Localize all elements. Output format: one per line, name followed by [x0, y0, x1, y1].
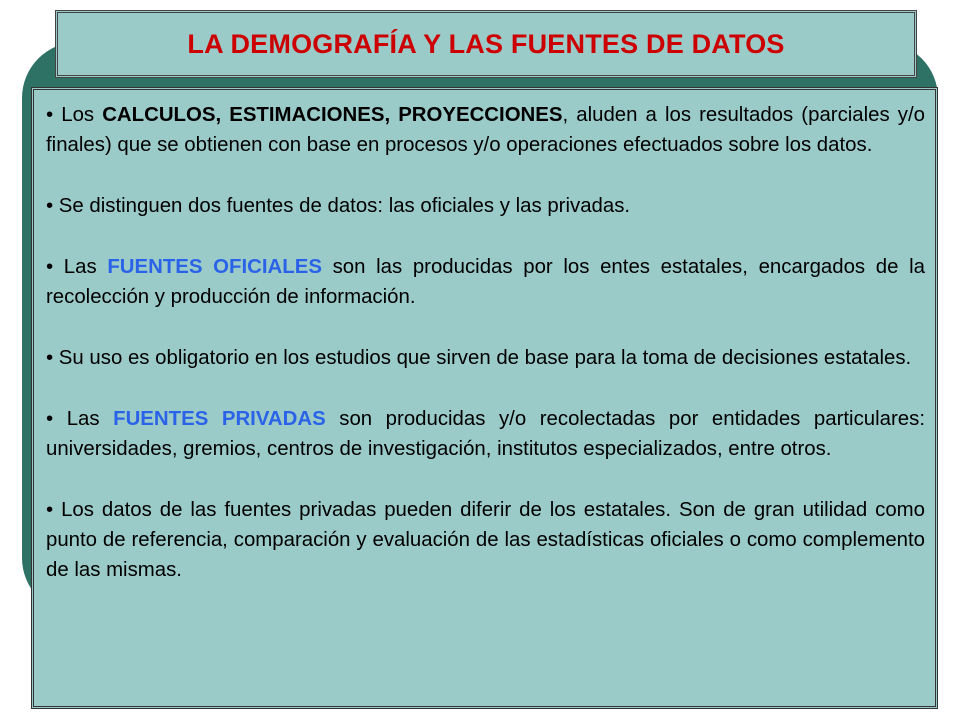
bullet-item-calculos: • Los CALCULOS, ESTIMACIONES, PROYECCIONES, aluden a los resultados (parciales y/o finales) que se obtienen con base en procesos y/o operaciones efectuados sobre los datos.: [46, 104, 925, 156]
bold-term: CALCULOS, ESTIMACIONES, PROYECCIONES: [102, 104, 563, 126]
highlight-term: FUENTES OFICIALES: [107, 256, 322, 278]
bullet-item-dos-fuentes: • Se distinguen dos fuentes de datos: las oficiales y las privadas.: [46, 195, 631, 217]
highlight-term: FUENTES PRIVADAS: [113, 408, 326, 430]
bullet-icon: •: [46, 256, 54, 278]
bullet-item-uso-obligatorio: • Su uso es obligatorio en los estudios que sirven de base para la toma de decisiones estatales.: [46, 347, 912, 369]
bullet-item-fuentes-oficiales: • Las FUENTES OFICIALES son las producidas por los entes estatales, encargados de la recolección y producción de información.: [46, 256, 925, 308]
bullet-icon: •: [46, 499, 54, 521]
bullet-item-fuentes-privadas: • Las FUENTES PRIVADAS son producidas y/o recolectadas por entidades particulares: universidades, gremios, centros de investigación, institutos especializados, entre otros.: [46, 408, 925, 460]
bullet-icon: •: [46, 195, 54, 217]
bullet-icon: •: [46, 104, 54, 126]
bullet-item-datos-privadas: • Los datos de las fuentes privadas pueden diferir de los estatales. Son de gran utilidad como punto de referencia, comparación y evaluación de las estadísticas oficiales o como complemento de las mismas.: [46, 499, 925, 581]
bullet-icon: •: [46, 408, 54, 430]
bullet-icon: •: [46, 347, 54, 369]
title-box: [55, 10, 917, 78]
content-box: [31, 87, 938, 709]
slide-title: LA DEMOGRAFÍA Y LAS FUENTES DE DATOS: [187, 28, 785, 59]
